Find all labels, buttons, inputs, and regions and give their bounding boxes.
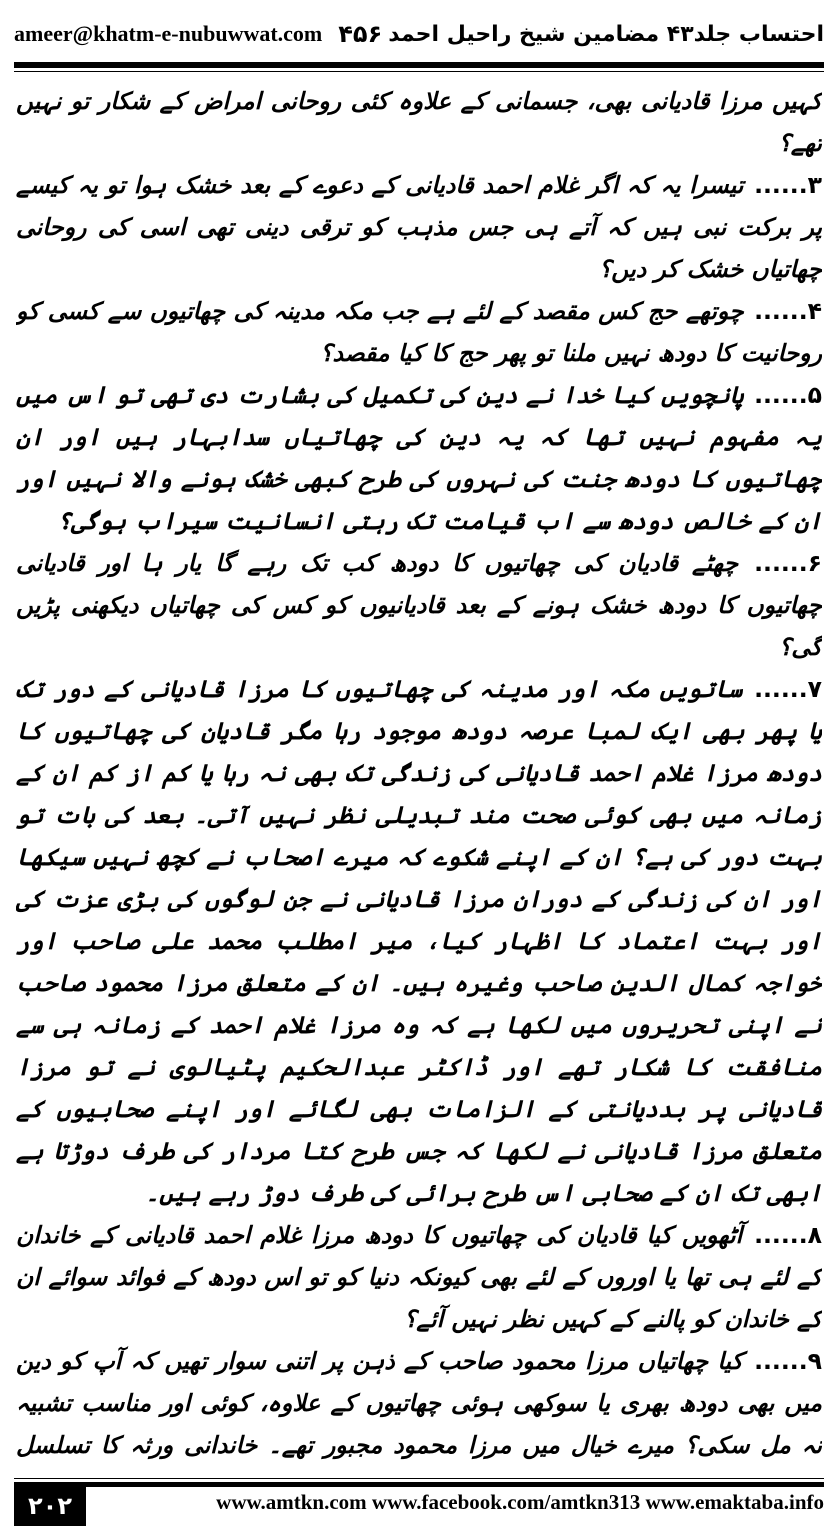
paragraph-number: ۴...... [754,297,822,325]
paragraph-text: ساتویں مکہ اور مدینہ کی چھاتیوں کا مرزا قادیانی کے دور تک یا پھر بھی ایک لمبا عرصہ دودھ موجود رہا مگر قادیان کی چھاتیوں کا دودھ مرزا غلام احمد قادیانی کی زندگی تک بھی نہ رہا یا کم از کم ان کے زمانہ میں بھی کوئی صحت مند تبدیلی نظر نہیں آتی۔ بعد کی بات تو بہت دور کی ہے؟ ان کے اپنے شکوے کہ میرے اصحاب نے کچھ نہیں سیکھا اور ان کی زندگی کے دوران مرزا قادیانی نے جن لوگوں کی بڑی عزت کی اور بہت اعتماد کا اظہار کیا، میر امطلب محمد علی صاحب اور خواجہ کمال الدین صاحب وغیرہ ہیں۔ ان کے متعلق مرزا محمود صاحب نے اپنی تحریروں میں لکھا ہے کہ وہ مرزا غلام احمد کے زمانہ ہی سے منافقت کا شکار تھے اور ڈاکٹر عبدالحکیم پٹیالوی نے تو مرزا قادیانی پر بددیانتی کے الزامات بھی لگائے اور اپنے صحابیوں کے متعلق مرزا قادیانی نے لکھا کہ جس طرح کتا مردار کی طرف دوڑتا ہے ابھی تک ان کے صحابی اس طرح برائی کی طرف دوڑ رہے ہیں۔ [16,675,822,1207]
numbered-paragraph [16,290,822,374]
paragraph-text: چوتھے حج کس مقصد کے لئے ہے جب مکہ مدینہ کی چھاتیوں سے کسی کو روحانیت کا دودھ نہیں ملنا تو پھر حج کا کیا مقصد؟ [16,297,822,367]
paragraph-number: ۶...... [754,549,822,577]
footer-links: www.amtkn.com www.facebook.com/amtkn313 www.emaktaba.info [216,1490,824,1514]
paragraph-text: آٹھویں کیا قادیان کی چھاتیوں کا دودھ مرزا غلام احمد قادیانی کے خاندان کے لئے ہی تھا یا اوروں کے لئے بھی کیونکہ دنیا کو تو اس دودھ کے فوائد سوائے ان کے خاندان کو پالنے کے کہیں نظر نہیں آئے؟ [16,1221,822,1333]
header-page-number: ۴۵۶ [338,20,383,48]
footer-page-number: ۲۰۲ [14,1486,86,1526]
numbered-paragraph [16,668,822,1214]
footer-rule-thick [14,1482,824,1487]
paragraph-number: ۸...... [754,1221,822,1249]
header-left [14,20,382,48]
paragraph-text: پانچویں کیا خدا نے دین کی تکمیل کی بشارت دی تھی تو اس میں یہ مفہوم نہیں تھا کہ یہ دین کی چھاتیاں سدابہار ہیں اور ان چھاتیوں کا دودھ جنت کی نہروں کی طرح کبھی خشک ہونے والا نہیں اور ان کے خالص دودھ سے اب قیامت تک رہتی انسانیت سیراب ہوگی؟ [16,381,822,535]
paragraph-text: چھٹے قادیان کی چھاتیوں کا دودھ کب تک رہے گا یار ہا اور قادیانی چھاتیوں کا دودھ خشک ہونے کے بعد قادیانیوں کو کس کی چھاتیاں دیکھنی پڑیں گی؟ [16,549,822,661]
header-email: ameer@khatm-e-nubuwwat.com [14,21,323,46]
header-rule-thick [14,62,824,68]
paragraph-continuation [16,80,822,164]
paragraph-text: کہیں مرزا قادیانی بھی، جسمانی کے علاوہ کئی روحانی امراض کے شکار تو نہیں تھے؟ [16,87,822,157]
numbered-paragraph [16,1340,822,1460]
numbered-paragraph [16,542,822,668]
paragraph-number: ۳...... [754,171,822,199]
paragraph-text: تیسرا یہ کہ اگر غلام احمد قادیانی کے دعوے کے بعد خشک ہوا تو یہ کیسے پر برکت نبی ہیں کہ آتے ہی جس مذہب کو ترقی دینی تھی اسی کی روحانی چھاتیاں خشک کر دیں؟ [16,171,822,283]
paragraph-number: ۹...... [754,1347,822,1375]
page-footer [14,1478,824,1530]
paragraph-number: ۷...... [754,675,822,703]
numbered-paragraph [16,164,822,290]
body-text [16,80,822,1460]
numbered-paragraph [16,1214,822,1340]
running-title: احتساب جلد۴۳ مضامین شیخ راحیل احمد [388,21,824,47]
paragraph-number: ۵...... [754,381,822,409]
page-header [14,14,824,54]
footer-rule-thin [14,1478,824,1479]
numbered-paragraph [16,374,822,542]
paragraph-text: کیا چھاتیاں مرزا محمود صاحب کے ذہن پر اتنی سوار تھیں کہ آپ کو دین میں بھی دودھ بھری یا سوکھی ہوئی چھاتیوں کے علاوہ، کوئی اور مناسب تشبیہ نہ مل سکی؟ میرے خیال میں مرزا محمود مجبور تھے۔ خاندانی ورثہ کا تسلسل [16,1347,822,1459]
header-rule-thin [14,71,824,72]
